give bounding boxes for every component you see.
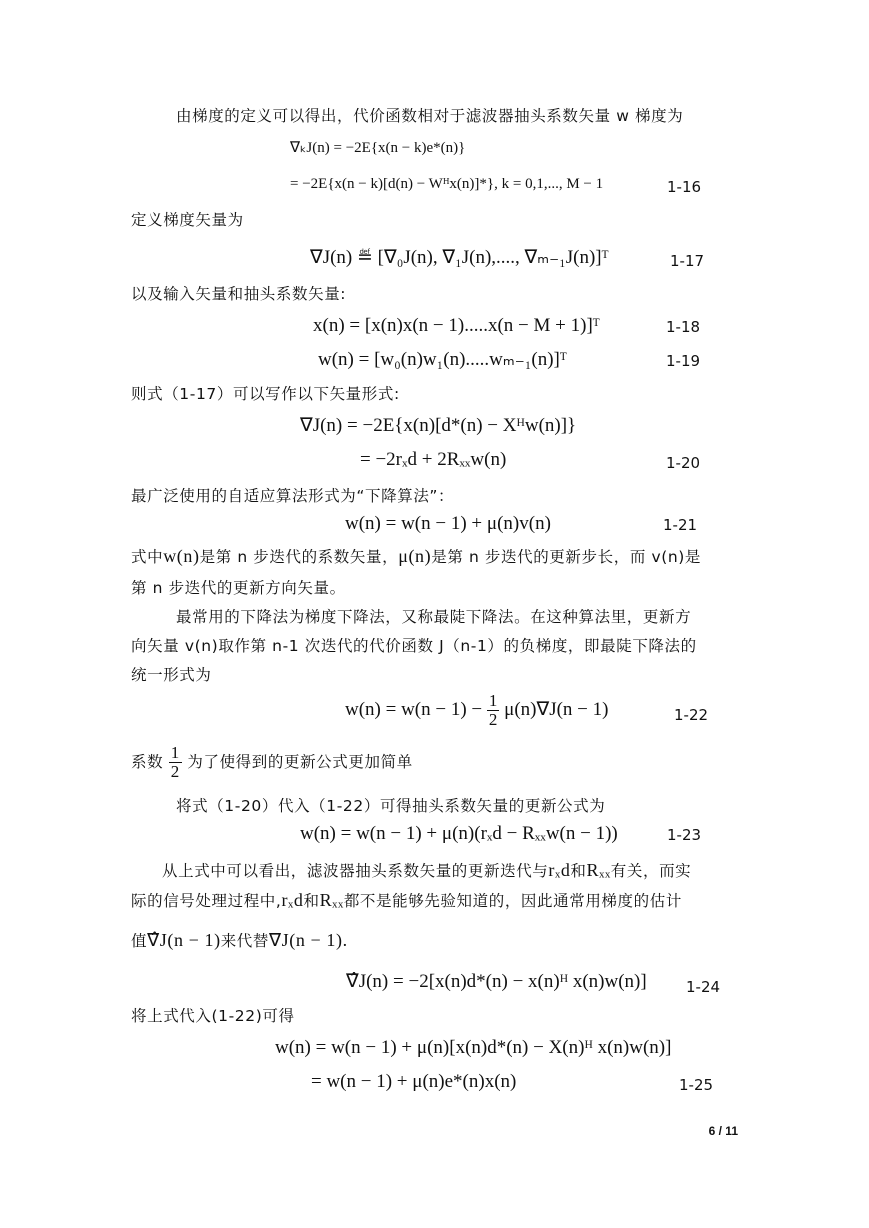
text-line: 定义梯度矢量为 bbox=[131, 211, 244, 229]
equation-1-20a: ∇J(n) = −2E{x(n)[d*(n) − Xᴴw(n)]} bbox=[300, 415, 577, 436]
text-line: 以及输入矢量和抽头系数矢量: bbox=[131, 285, 347, 303]
equation-1-25a: w(n) = w(n − 1) + μ(n)[x(n)d*(n) − X(n)ᴴ x(n)w(n)] bbox=[275, 1037, 672, 1058]
equation-1-17: ∇J(n) ≝ [∇₀J(n), ∇₁J(n),...., ∇ₘ₋₁J(n)]ᵀ bbox=[310, 247, 609, 268]
equation-number: 1-18 bbox=[666, 318, 701, 336]
text-line: 值∇̂J(n − 1)来代替∇J(n − 1). bbox=[131, 930, 348, 950]
equation-number: 1-16 bbox=[667, 178, 702, 196]
text-line: 将上式代入(1-22)可得 bbox=[131, 1007, 295, 1025]
text-line: 由梯度的定义可以得出，代价函数相对于滤波器抽头系数矢量 w 梯度为 bbox=[176, 107, 684, 125]
text-line: 第 n 步迭代的更新方向矢量。 bbox=[131, 579, 346, 597]
equation-1-21: w(n) = w(n − 1) + μ(n)v(n) bbox=[345, 513, 551, 534]
text-line: 统一形式为 bbox=[131, 666, 212, 684]
equation-1-16a: ∇ₖJ(n) = −2E{x(n − k)e*(n)} bbox=[290, 140, 466, 156]
text-line: 系数 $\frac{1}{2}$ 为了使得到的更新公式更加简单 bbox=[131, 743, 413, 781]
text-line: 式中w(n)是第 n 步迭代的系数矢量，μ(n)是第 n 步迭代的更新步长，而 v(n)是 bbox=[131, 546, 702, 566]
text-line: 最广泛使用的自适应算法形式为“下降算法”： bbox=[131, 487, 455, 505]
equation-number: 1-22 bbox=[674, 706, 709, 724]
equation-1-16b: = −2E{x(n − k)[d(n) − Wᴴx(n)]*}, k = 0,1,..., M − 1 bbox=[290, 176, 604, 192]
equation-1-19: w(n) = [w₀(n)w₁(n).....wₘ₋₁(n)]ᵀ bbox=[318, 349, 567, 370]
page-number: 6 / 11 bbox=[708, 1124, 738, 1138]
text-line: 向矢量 v(n)取作第 n-1 次迭代的代价函数 J（n-1）的负梯度，即最陡下降法的 bbox=[131, 637, 697, 655]
equation-1-22: w(n) = w(n − 1) − $\frac{1}{2}$ μ(n)∇J(n − 1) bbox=[345, 691, 609, 729]
text-line: 最常用的下降法为梯度下降法，又称最陡下降法。在这种算法里，更新方 bbox=[176, 608, 692, 626]
equation-number: 1-19 bbox=[666, 352, 701, 370]
equation-1-23: w(n) = w(n − 1) + μ(n)(rₓd − Rₓₓw(n − 1)) bbox=[300, 823, 618, 844]
text-line: 则式（1-17）可以写作以下矢量形式: bbox=[131, 385, 400, 403]
equation-number: 1-20 bbox=[666, 454, 701, 472]
text-line: 将式（1-20）代入（1-22）可得抽头系数矢量的更新公式为 bbox=[176, 797, 606, 815]
text-line: 从上式中可以看出，滤波器抽头系数矢量的更新迭代与rₓd和Rₓₓ有关，而实 bbox=[162, 860, 692, 880]
fraction-one-half: $\frac{1}{2}$ bbox=[170, 743, 180, 781]
equation-number: 1-17 bbox=[670, 252, 705, 270]
equation-number: 1-21 bbox=[663, 516, 698, 534]
text-line: 际的信号处理过程中,rₓd和Rₓₓ都不是能够先验知道的，因此通常用梯度的估计 bbox=[131, 890, 682, 910]
equation-number: 1-25 bbox=[679, 1076, 714, 1094]
equation-1-24: ∇̂J(n) = −2[x(n)d*(n) − x(n)ᴴ x(n)w(n)] bbox=[346, 971, 647, 992]
equation-number: 1-23 bbox=[667, 826, 702, 844]
equation-1-18: x(n) = [x(n)x(n − 1).....x(n − M + 1)]ᵀ bbox=[313, 315, 600, 336]
equation-number: 1-24 bbox=[686, 978, 721, 996]
equation-1-20b: = −2rₓd + 2Rₓₓw(n) bbox=[360, 449, 507, 470]
equation-1-25b: = w(n − 1) + μ(n)e*(n)x(n) bbox=[311, 1071, 517, 1092]
fraction-one-half: $\frac{1}{2}$ bbox=[488, 691, 498, 729]
